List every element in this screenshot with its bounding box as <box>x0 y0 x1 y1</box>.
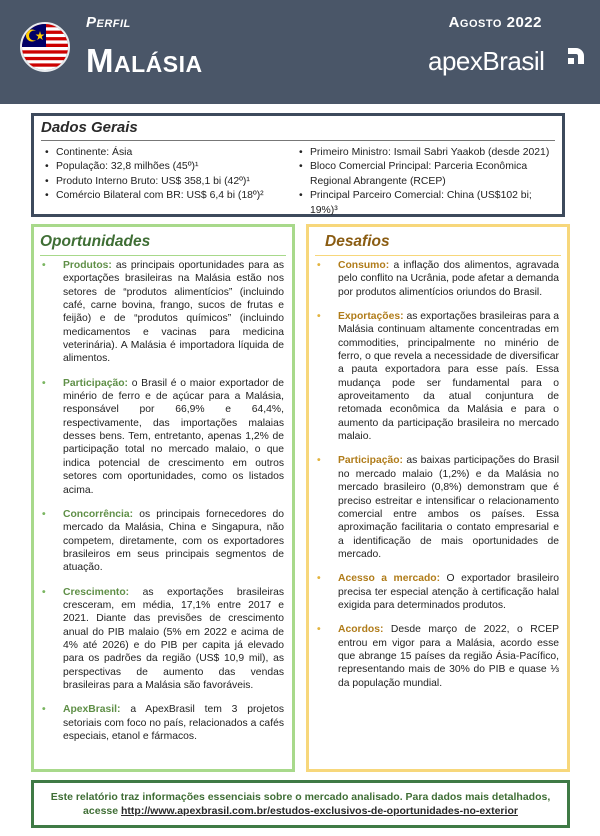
list-item: • Comércio Bilateral com BR: US$ 6,4 bi (18º)² <box>44 189 294 203</box>
report-link[interactable]: http://www.apexbrasil.com.br/estudos-exclusivos-de-oportunidades-no-exterior <box>121 805 518 817</box>
general-data-right-list <box>298 146 560 218</box>
item-text: O exportador brasileiro precisa ter especial atenção à certificação halal exigida para determinados produtos. <box>338 573 559 611</box>
list-item <box>34 259 284 366</box>
list-item <box>34 703 284 743</box>
list-item: • Principal Parceiro Comercial: China (US$102 bi; 19%)³ <box>298 189 560 218</box>
list-item: • Produto Interno Bruto: US$ 358,1 bi (42º)¹ <box>44 175 294 189</box>
header-banner <box>0 0 600 104</box>
footer-text: Este relatório traz informações essenciais sobre o mercado analisado. Para dados mais detalhados, <box>50 791 551 803</box>
profile-label: Perfil <box>86 14 131 31</box>
challenges-title: Desafios <box>325 233 390 250</box>
item-text: Desde março de 2022, o RCEP entrou em vigor para a Malásia, acordo esse que abrange 15 países da região Ásia-Pacífico, representando mais de 30% do PIB e quase ⅓ da população mundial. <box>338 624 559 689</box>
item-label: Acesso a mercado: <box>338 573 441 585</box>
list-item <box>34 377 284 497</box>
list-item <box>309 310 559 443</box>
item-text: os principais fornecedores do mercado da Malásia, China e Singapura, não competem, diretamente, com os exportadores brasileiros em seus principais segmentos de atuação. <box>63 508 284 574</box>
divider <box>315 255 561 256</box>
footer-prefix: acesse <box>83 805 122 817</box>
apexbrasil-logo-mark-icon <box>566 46 586 71</box>
list-item: • Bloco Comercial Principal: Parceria Econômica Regional Abrangente (RCEP) <box>298 160 560 189</box>
list-item <box>34 586 284 693</box>
item-text: as exportações brasileiras para a Malásia continuam altamente concentradas em commodities, principalmente no minério de ferro, o que revela a necessidade de diversificar a pauta exportadora para esse país. Essa mudança pode ser fundamental para o aproveitamento da atual conjuntura de retomada econômica da Malásia e para o aumento da participação brasileira no mercado malaio. <box>338 311 559 443</box>
item-text: as exportações brasileiras cresceram, em média, 17,1% entre 2017 e 2021. Diante das previsões de crescimento anual do PIB malaio (5% em 2022 e acima de 4% até 2026) e do PIB per capita já elevado para os padrões da região (US$ 10,9 mil), as perspectivas de aumento das vendas brasileiras para a Malásia são favoráveis. <box>63 586 284 691</box>
opportunities-panel <box>31 224 295 772</box>
general-data-title: Dados Gerais <box>41 119 138 136</box>
item-label: Acordos: <box>338 624 384 636</box>
list-item <box>309 623 559 690</box>
opportunities-list <box>34 259 284 754</box>
footer-link-line <box>34 804 567 818</box>
item-text: as principais oportunidades para as exportações brasileiras na Malásia estão nos setores de “produtos alimentícios” (incluindo café, carne bovina, frango, sucos de frutas e feijão) e de “produtos químicos” (incluindo medicamentos e vacinas para medicina veterinária). A Malásia é importadora líquida de alimentos. <box>63 260 284 365</box>
item-text: a inflação dos alimentos, agravada pelo conflito na Ucrânia, pode afetar a demanda por produtos alimentícios oriundos do Brasil. <box>338 260 559 298</box>
general-data-panel <box>31 113 565 217</box>
item-label: Crescimento: <box>63 586 130 598</box>
footer-note <box>31 780 570 828</box>
item-text: as baixas participações do Brasil no mercado malaio (1,2%) e da Malásia no mercado brasileiro (0,8%) demonstram que é preciso estreitar e intensificar o relacionamento comercial entre ambos os países. Essa aproximação facilitaria o contato empresarial e a identificação de mais oportunidades de mercado. <box>338 455 559 560</box>
report-date: Agosto 2022 <box>448 14 542 31</box>
challenges-panel <box>306 224 570 772</box>
list-item <box>34 508 284 575</box>
list-item: • População: 32,8 milhões (45º)¹ <box>44 160 294 174</box>
list-item: • Continente: Ásia <box>44 146 294 160</box>
page-title: Malásia <box>86 42 203 79</box>
list-item <box>309 259 559 299</box>
divider <box>40 255 286 256</box>
opportunities-title: Oportunidades <box>40 233 151 250</box>
apexbrasil-logo: apexBrasil <box>428 46 545 76</box>
list-item <box>309 454 559 561</box>
list-item: • Primeiro Ministro: Ismail Sabri Yaakob (desde 2021) <box>298 146 560 160</box>
item-text: a ApexBrasil tem 3 projetos setoriais com foco no país, relacionados a cafés especiais, etanol e fármacos. <box>63 704 284 742</box>
general-data-left-list <box>44 146 294 204</box>
item-label: ApexBrasil: <box>63 704 121 716</box>
item-label: Participação: <box>338 455 403 467</box>
item-label: Exportações: <box>338 311 404 323</box>
list-item <box>309 572 559 612</box>
item-text: o Brasil é o maior exportador de minério de ferro e de açúcar para a Malásia, responsável por 66,9% e 64,4%, respectivamente, das importações malaias desses bens. Tem, entretanto, apenas 1,2% de participação total no mercado malaio, o que indica potencial de crescimento em outros setores com oportunidades, como os listados acima. <box>63 377 284 496</box>
item-label: Produtos: <box>63 260 112 271</box>
item-label: Participação: <box>63 377 128 389</box>
challenges-list <box>309 259 559 701</box>
item-label: Consumo: <box>338 260 390 271</box>
item-label: Concorrência: <box>63 508 134 520</box>
divider <box>41 140 555 141</box>
malaysia-flag-icon <box>20 22 70 72</box>
